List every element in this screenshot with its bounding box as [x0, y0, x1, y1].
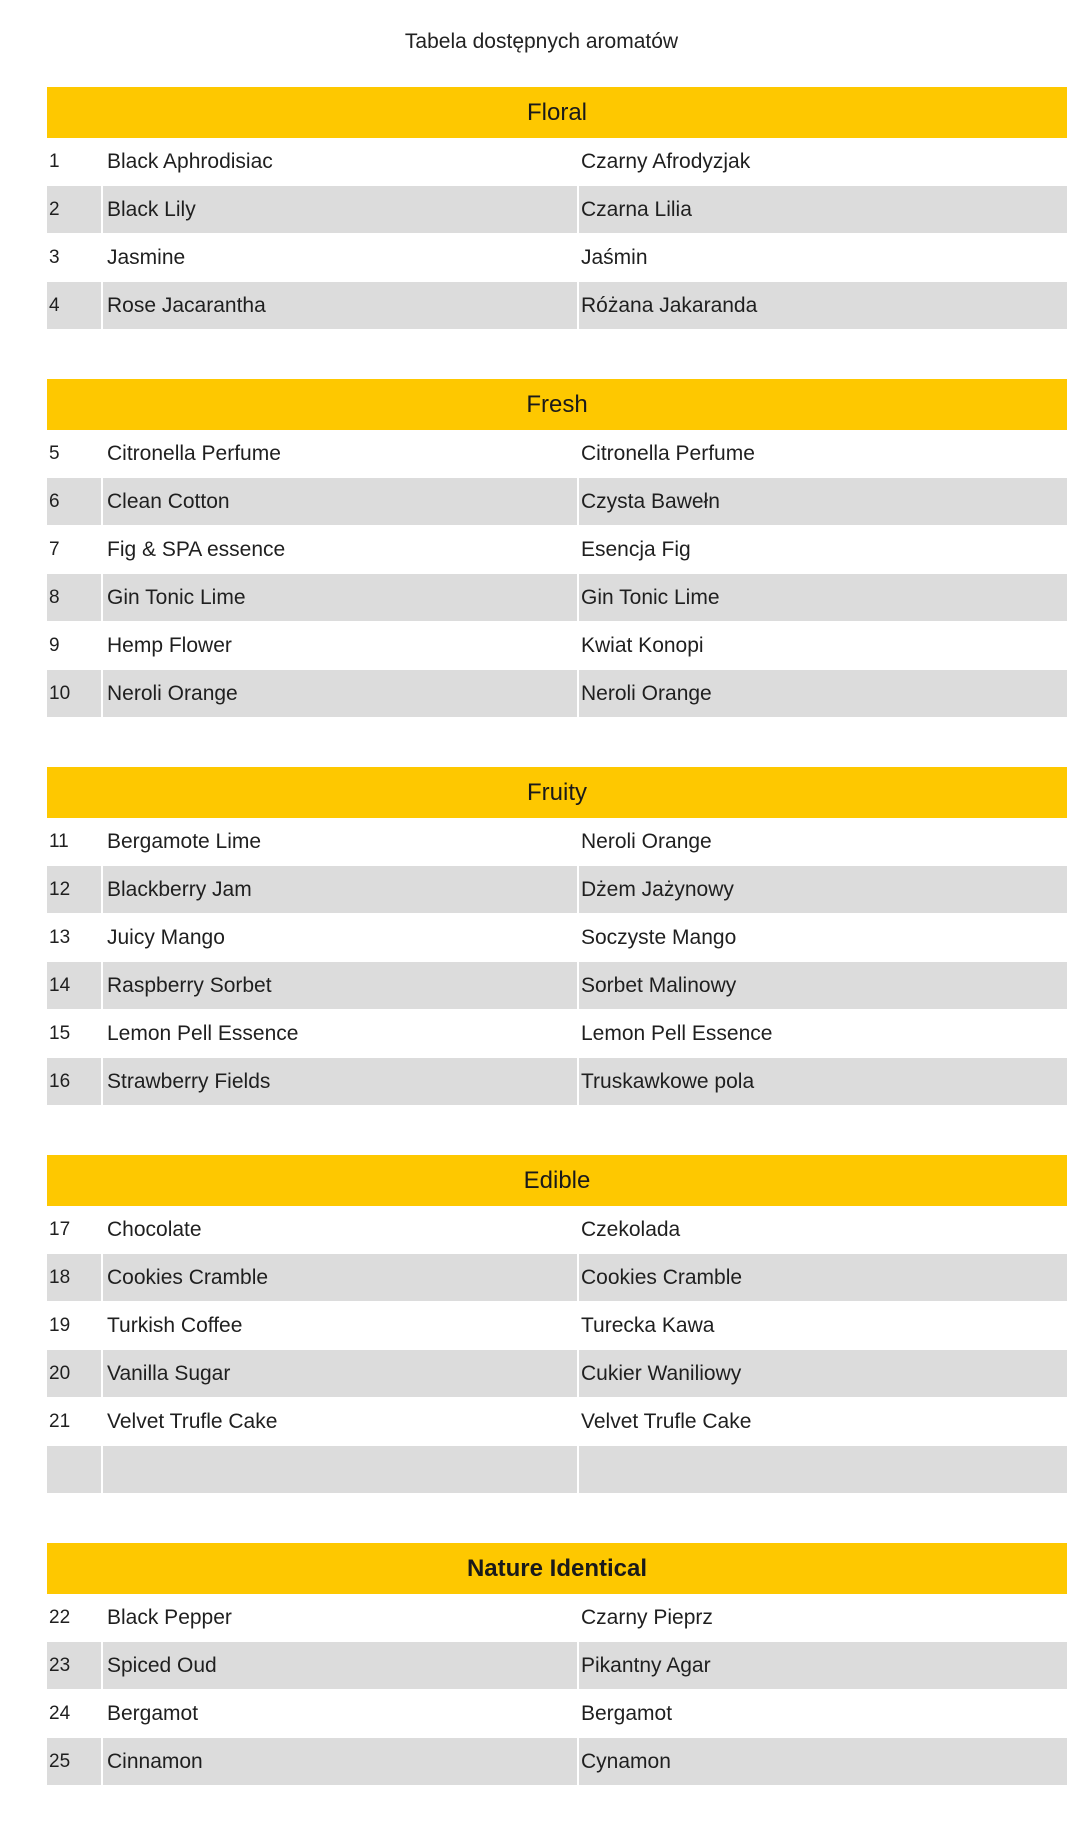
table-row	[47, 962, 1067, 1010]
aroma-name-pl: Esencja Fig	[581, 537, 691, 561]
table-row	[47, 1594, 1067, 1642]
aroma-name-en: Black Pepper	[103, 1594, 579, 1641]
section-header: Floral	[47, 87, 1067, 138]
row-number: 22	[47, 1594, 103, 1641]
aroma-name-pl: Velvet Trufle Cake	[581, 1409, 752, 1433]
aroma-name-pl: Lemon Pell Essence	[581, 1021, 773, 1045]
row-number: 19	[47, 1302, 103, 1349]
row-number: 6	[47, 478, 103, 525]
aroma-name-en: Raspberry Sorbet	[103, 962, 579, 1009]
row-number: 21	[47, 1398, 103, 1445]
section-fruity	[47, 767, 1067, 1106]
aroma-name-en: Juicy Mango	[103, 914, 579, 961]
aroma-name-pl: Gin Tonic Lime	[581, 585, 720, 609]
table-row	[47, 1302, 1067, 1350]
table-row	[47, 1690, 1067, 1738]
aroma-name-en: Hemp Flower	[103, 622, 579, 669]
aroma-name-pl: Jaśmin	[581, 245, 648, 269]
aroma-name-pl: Czarny Afrodyzjak	[581, 149, 751, 173]
row-number: 23	[47, 1642, 103, 1689]
row-number: 2	[47, 186, 103, 233]
aroma-name-pl: Czarny Pieprz	[581, 1605, 713, 1629]
section-floral	[47, 87, 1067, 330]
table-row	[47, 1446, 1067, 1494]
aroma-name-en: Strawberry Fields	[103, 1058, 579, 1105]
aroma-name-en: Turkish Coffee	[103, 1302, 579, 1349]
table-row	[47, 1058, 1067, 1106]
aroma-name-pl: Cynamon	[581, 1749, 671, 1773]
table-row	[47, 1642, 1067, 1690]
aroma-name-en: Blackberry Jam	[103, 866, 579, 913]
row-number: 14	[47, 962, 103, 1009]
aroma-name-en: Jasmine	[103, 234, 579, 281]
aroma-name-en: Spiced Oud	[103, 1642, 579, 1689]
aroma-name-pl: Czarna Lilia	[581, 197, 692, 221]
aroma-name-pl: Czekolada	[581, 1217, 681, 1241]
aroma-name-pl: Turecka Kawa	[581, 1313, 715, 1337]
table-row	[47, 866, 1067, 914]
aroma-name-pl: Neroli Orange	[581, 681, 712, 705]
table-row	[47, 670, 1067, 718]
aroma-name-pl: Pikantny Agar	[581, 1653, 711, 1677]
page-title: Tabela dostępnych aromatów	[404, 30, 679, 53]
aroma-name-en: Cookies Cramble	[103, 1254, 579, 1301]
aroma-name-pl	[579, 1446, 1067, 1493]
row-number	[47, 1446, 103, 1493]
table-row	[47, 526, 1067, 574]
section-edible	[47, 1155, 1067, 1494]
aroma-name-en: Black Aphrodisiac	[103, 138, 579, 185]
table-row	[47, 186, 1067, 234]
row-number: 10	[47, 670, 103, 717]
row-number: 18	[47, 1254, 103, 1301]
section-header: Nature Identical	[47, 1543, 1067, 1594]
table-row	[47, 430, 1067, 478]
table-row	[47, 622, 1067, 670]
table-row	[47, 1254, 1067, 1302]
table-row	[47, 282, 1067, 330]
aroma-name-en: Rose Jacarantha	[103, 282, 579, 329]
aroma-name-pl: Soczyste Mango	[581, 925, 737, 949]
aroma-name-en: Neroli Orange	[103, 670, 579, 717]
table-row	[47, 1398, 1067, 1446]
aroma-name-pl: Truskawkowe pola	[581, 1069, 755, 1093]
section-header: Fresh	[47, 379, 1067, 430]
aroma-name-en: Clean Cotton	[103, 478, 579, 525]
aroma-name-pl: Sorbet Malinowy	[581, 973, 737, 997]
section-fresh	[47, 379, 1067, 718]
table-row	[47, 478, 1067, 526]
aroma-name-pl: Citronella Perfume	[581, 441, 755, 465]
row-number: 12	[47, 866, 103, 913]
aroma-name-en: Velvet Trufle Cake	[103, 1398, 579, 1445]
aroma-name-en: Lemon Pell Essence	[103, 1010, 579, 1057]
table-row	[47, 1010, 1067, 1058]
table-row	[47, 138, 1067, 186]
row-number: 11	[47, 818, 103, 865]
row-number: 20	[47, 1350, 103, 1397]
aroma-name-en: Vanilla Sugar	[103, 1350, 579, 1397]
aroma-name-en: Bergamot	[103, 1690, 579, 1737]
aroma-tables	[47, 87, 1067, 1835]
aroma-name-en: Fig & SPA essence	[103, 526, 579, 573]
aroma-name-pl: Różana Jakaranda	[581, 293, 758, 317]
aroma-name-en	[103, 1446, 579, 1493]
aroma-name-en: Black Lily	[103, 186, 579, 233]
aroma-name-pl: Bergamot	[581, 1701, 673, 1725]
aroma-name-pl: Cookies Cramble	[581, 1265, 743, 1289]
aroma-name-en: Citronella Perfume	[103, 430, 579, 477]
aroma-name-pl: Neroli Orange	[581, 829, 712, 853]
aroma-name-en: Cinnamon	[103, 1738, 579, 1785]
table-row	[47, 818, 1067, 866]
row-number: 7	[47, 526, 103, 573]
aroma-name-pl: Kwiat Konopi	[581, 633, 704, 657]
aroma-name-pl: Dżem Jażynowy	[581, 877, 734, 901]
row-number: 13	[47, 914, 103, 961]
aroma-name-pl: Czysta Bawełn	[581, 489, 720, 513]
row-number: 3	[47, 234, 103, 281]
row-number: 1	[47, 138, 103, 185]
row-number: 4	[47, 282, 103, 329]
row-number: 25	[47, 1738, 103, 1785]
row-number: 17	[47, 1206, 103, 1253]
row-number: 5	[47, 430, 103, 477]
row-number: 24	[47, 1690, 103, 1737]
table-row	[47, 1350, 1067, 1398]
row-number: 16	[47, 1058, 103, 1105]
aroma-name-pl: Cukier Waniliowy	[581, 1361, 742, 1385]
table-row	[47, 1206, 1067, 1254]
section-header: Fruity	[47, 767, 1067, 818]
table-row	[47, 234, 1067, 282]
table-row	[47, 574, 1067, 622]
row-number: 8	[47, 574, 103, 621]
table-row	[47, 1738, 1067, 1786]
aroma-name-en: Chocolate	[103, 1206, 579, 1253]
row-number: 15	[47, 1010, 103, 1057]
row-number: 9	[47, 622, 103, 669]
section-header: Edible	[47, 1155, 1067, 1206]
aroma-name-en: Gin Tonic Lime	[103, 574, 579, 621]
section-nature-identical	[47, 1543, 1067, 1786]
aroma-name-en: Bergamote Lime	[103, 818, 579, 865]
table-row	[47, 914, 1067, 962]
